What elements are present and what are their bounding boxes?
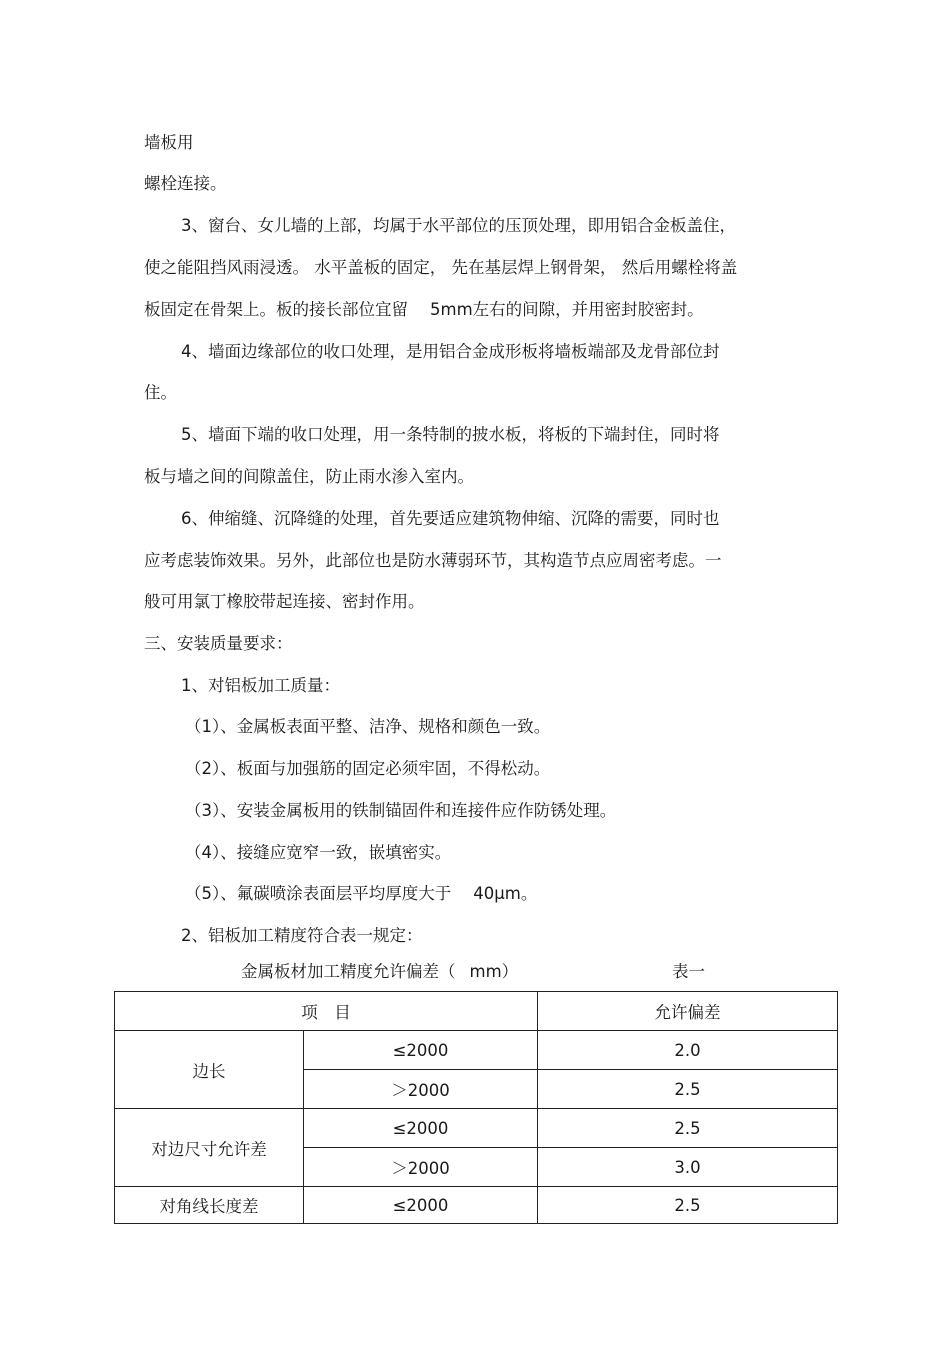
paragraph-line: 墙板用 (144, 133, 194, 152)
row-group-label: 对边尺寸允许差 (115, 1109, 304, 1187)
table-caption (241, 962, 518, 982)
condition-cell: ＞2000 (304, 1070, 538, 1109)
paragraph-line: 螺栓连接。 (144, 174, 227, 193)
paragraph-line: 应考虑装饰效果。另外，此部位也是防水薄弱环节，其构造节点应周密考虑。一 (144, 551, 722, 570)
list-item: （4）、接缝应宽窄一致，嵌填密实。 (185, 843, 452, 862)
list-item: 1、对铝板加工质量： (181, 676, 340, 695)
paragraph-line: 板与墙之间的间隙盖住，防止雨水渗入室内。 (144, 467, 474, 486)
thickness-value: 40μm。 (473, 884, 538, 903)
table-caption-text: 金属板材加工精度允许偏差（ (241, 962, 456, 981)
paragraph-line (144, 300, 704, 320)
paragraph-line: 6、伸缩缝、沉降缝的处理，首先要适应建筑物伸缩、沉降的需要，同时也 (181, 509, 720, 528)
value-cell: 2.5 (538, 1187, 838, 1224)
value-cell: 2.5 (538, 1070, 838, 1109)
paragraph-line: 使之能阻挡风雨浸透。 水平盖板的固定， 先在基层焊上钢骨架， 然后用螺栓将盖 (144, 258, 738, 277)
table-caption-unit: mm） (469, 962, 519, 981)
list-item: （2）、板面与加强筋的固定必须牢固，不得松动。 (185, 759, 551, 778)
paragraph-line: 般可用氯丁橡胶带起连接、密封作用。 (144, 592, 425, 611)
list-item: （3）、安装金属板用的铁制锚固件和连接件应作防锈处理。 (185, 801, 617, 820)
paragraph-line: 5、墙面下端的收口处理，用一条特制的披水板，将板的下端封住，同时将 (181, 425, 720, 444)
paragraph-line: 住。 (144, 383, 177, 402)
table-header-row (115, 992, 838, 1031)
condition-cell: ≤2000 (304, 1187, 538, 1224)
paragraph-text: 5mm左右的间隙，并用密封胶密封。 (430, 300, 704, 319)
table-row (115, 1187, 838, 1224)
list-item (185, 884, 537, 904)
table-row (115, 1031, 838, 1070)
condition-cell: ≤2000 (304, 1031, 538, 1070)
paragraph-text: 板固定在骨架上。板的接长部位宜留 (144, 300, 408, 319)
row-group-label: 对角线长度差 (115, 1187, 304, 1224)
section-heading: 三、安装质量要求： (144, 634, 293, 653)
paragraph-line: 3、窗台、女儿墙的上部，均属于水平部位的压顶处理，即用铝合金板盖住， (181, 216, 736, 235)
header-item: 项 目 (115, 992, 538, 1031)
table-number: 表一 (672, 962, 705, 981)
paragraph-line: 4、墙面边缘部位的收口处理，是用铝合金成形板将墙板端部及龙骨部位封 (181, 342, 720, 361)
value-cell: 2.0 (538, 1031, 838, 1070)
condition-cell: ≤2000 (304, 1109, 538, 1148)
row-group-label: 边长 (115, 1031, 304, 1109)
list-item: （1）、金属板表面平整、洁净、规格和颜色一致。 (185, 717, 551, 736)
value-cell: 2.5 (538, 1109, 838, 1148)
condition-cell: ＞2000 (304, 1148, 538, 1187)
list-item-text: （5）、氟碳喷涂表面层平均厚度大于 (185, 884, 452, 903)
value-cell: 3.0 (538, 1148, 838, 1187)
tolerance-table (114, 991, 838, 1224)
list-item: 2、铝板加工精度符合表一规定： (181, 926, 423, 945)
header-tolerance: 允许偏差 (538, 992, 838, 1031)
table-row (115, 1109, 838, 1148)
